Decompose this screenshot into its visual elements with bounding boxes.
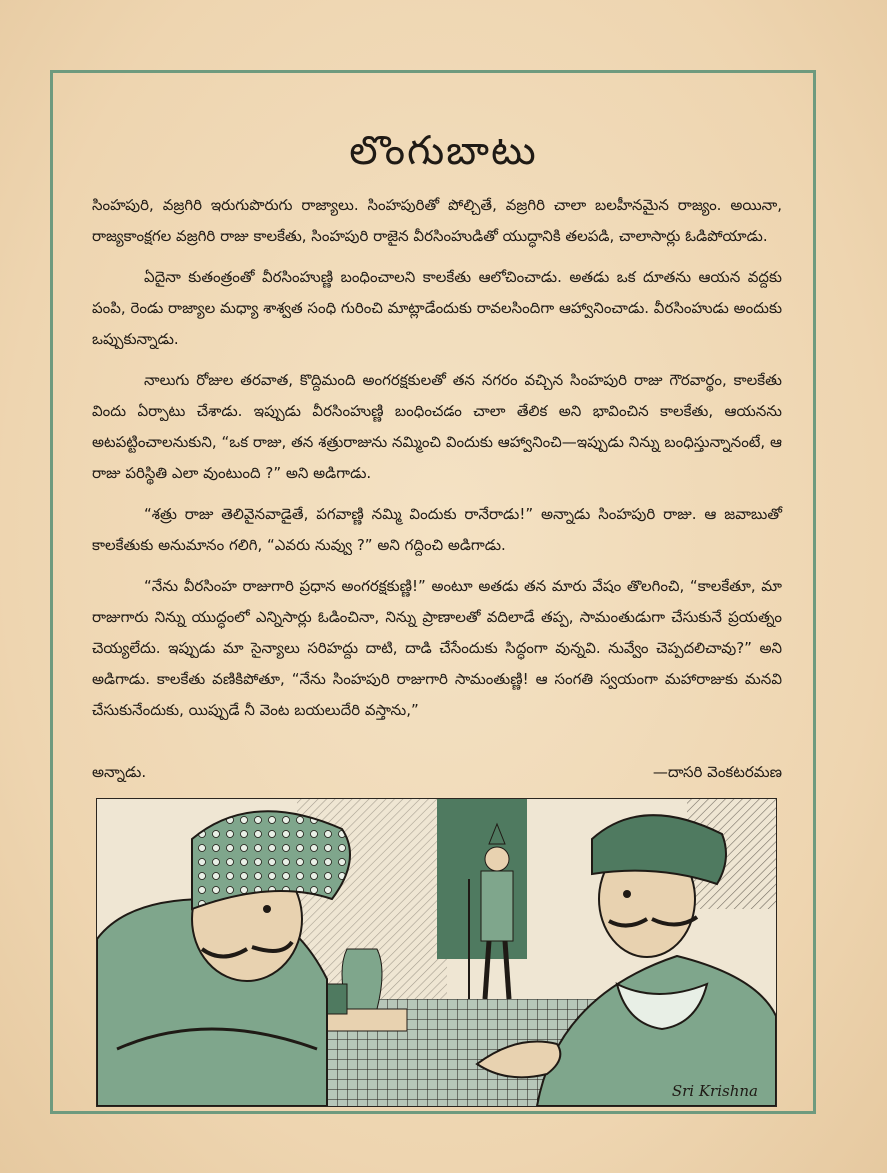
author-name: —దాసరి వెంకటరమణ (652, 763, 782, 781)
artist-signature: Sri Krishna (671, 1082, 758, 1100)
author-line (92, 763, 782, 789)
paragraph-2: ఏదైనా కుతంత్రంతో వీరసింహుణ్ణి బంధించాలని కాలకేతు ఆలోచించాడు. అతడు ఒక దూతను ఆయన వద్దకు పంపి, రెండు రాజ్యాల మధ్యా శాశ్వత సంధి గురించి మాట్లాడేందుకు రావలసిందిగా ఆహ్వానించాడు. వీరసింహుడు అందుకు ఒప్పుకున్నాడు. (92, 268, 783, 348)
story-illustration (96, 798, 777, 1107)
paragraph-5: “నేను వీరసింహ రాజుగారి ప్రధాన అంగరక్షకుణ్ణి!” అంటూ అతడు తన మారు వేషం తొలగించి, “కాలకేతూ, మా రాజుగారు నిన్ను యుద్ధంలో ఎన్నిసార్లు ఓడించినా, నిన్ను ప్రాణాలతో వదిలాడే తప్ప, సామంతుడుగా చేసుకునే ప్రయత్నం చెయ్యలేదు. ఇప్పుడు మా సైన్యాలు సరిహద్దు దాటి, దాడి చేసేందుకు సిద్ధంగా వున్నవి. నువ్వేం చెప్పదలిచావు?” అని అడిగాడు. కాలకేతు వణికిపోతూ, “నేను సింహపురి రాజుగారి సామంతుణ్ణి! ఆ సంగతి స్వయంగా మహారాజుకు మనవి చేసుకునేందుకు, యిప్పుడే నీ వెంట బయలుదేరి వస్తాను,” (92, 577, 782, 719)
story-body (92, 190, 782, 736)
water-jug (342, 949, 382, 1009)
paragraph-1: సింహపురి, వజ్రగిరి ఇరుగుపొరుగు రాజ్యాలు. సింహపురితో పోల్చితే, వజ్రగిరి చాలా బలహీనమైన రాజ్యం. అయినా, రాజ్యకాంక్షగల వజ్రగిరి రాజు కాలకేతు, సింహపురి రాజైన వీరసింహుడితో యుద్ధానికి తలపడి, చాలాసార్లు ఓడిపోయాడు. (92, 196, 782, 245)
closing-text: అన్నాడు. (92, 763, 147, 781)
illustration-drawing (97, 799, 776, 1106)
story-title: లొంగుబాటు (349, 128, 538, 174)
paragraph-3: నాలుగు రోజుల తరవాత, కొద్దిమంది అంగరక్షకులతో తన నగరం వచ్చిన సింహపురి రాజు గౌరవార్థం, కాలకేతు విందు ఏర్పాటు చేశాడు. ఇప్పుడు వీరసింహుణ్ణి బంధించడం చాలా తేలిక అని భావించిన కాలకేతు, ఆయనను అటపట్టించాలనుకుని, “ఒక రాజు, తన శత్రురాజును నమ్మించి విందుకు ఆహ్వానించి—ఇప్పుడు నిన్ను బంధిస్తున్నానంటే, ఆ రాజు పరిస్థితి ఎలా వుంటుంది ?” అని అడిగాడు. (92, 371, 782, 482)
paragraph-4: “శత్రు రాజు తెలివైనవాడైతే, పగవాణ్ణి నమ్మి విందుకు రానేరాడు!” అన్నాడు సింహపురి రాజు. ఆ జవాబుతో కాలకేతుకు అనుమానం గలిగి, “ఎవరు నువ్వు ?” అని గద్దించి అడిగాడు. (92, 505, 782, 554)
